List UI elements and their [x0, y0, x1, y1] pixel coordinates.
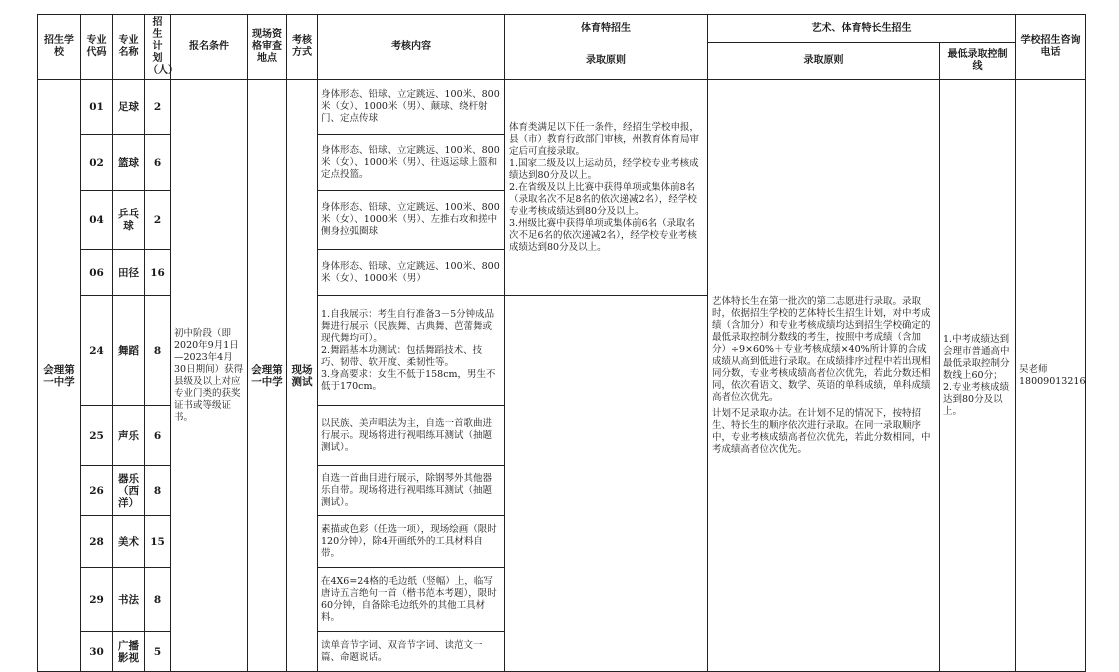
art-principle-text-1: 艺体特长生在第一批次的第二志愿进行录取。录取时，依据招生学校的艺体特长生招生计划，对中考成绩（含加分）和专业考核成绩均达到招生学校确定的最低录取控制分数线的考生，按照中考成绩（含加分）÷9×60%＋专业考核成绩×40%所计算的合成成绩从高到低进行录取。在成绩排序过程中若出现相同分数，专业考核成绩高者位次优先，若此分数还相同，依次看语文、数学、英语的单科成绩，单科成绩高者位次优先。 — [712, 295, 931, 403]
row-plan: 8 — [145, 466, 171, 516]
row-major: 乒乓球 — [113, 191, 145, 250]
row-major: 广播影视 — [113, 632, 145, 672]
header-exam-content: 考核内容 — [318, 15, 505, 80]
row-content: 身体形态、铅球、立定跳远、100米、800米（女）、1000米（男）、左推右攻和搓中侧身拉弧圈球 — [318, 191, 505, 250]
row-code: 30 — [81, 632, 113, 672]
header-sports-principle: 录取原则 — [505, 43, 708, 80]
row-content: 自选一首曲目进行展示，除钢琴外其他器乐自带。现场将进行视唱练耳测试（抽题测试）。 — [318, 466, 505, 516]
header-code: 专业代码 — [81, 15, 113, 80]
table-row — [38, 80, 1086, 135]
school-name-cell: 会理第一中学 — [38, 80, 81, 672]
min-line-cell — [940, 80, 1016, 672]
row-code: 02 — [81, 135, 113, 191]
header-major: 专业名称 — [113, 15, 145, 80]
row-plan: 2 — [145, 191, 171, 250]
header-condition: 报名条件 — [171, 15, 248, 80]
row-major: 篮球 — [113, 135, 145, 191]
row-major: 器乐（西洋） — [113, 466, 145, 516]
contact-cell: 吴老师18009013216 — [1016, 80, 1086, 672]
header-school: 招生学校 — [38, 15, 81, 80]
row-content: 读单音节字词、双音节字词、读范文一篇、命题说话。 — [318, 632, 505, 672]
admission-table-sheet — [37, 14, 1086, 664]
header-min-line: 最低录取控制线 — [940, 43, 1016, 80]
art-principle-text-2: 计划不足录取办法。在计划不足的情况下，按特招生、特长生的顺序依次进行录取。在同一录取顺序中，专业考核成绩高者位次优先，若此分数相同，中考成绩高者位次优先。 — [712, 407, 931, 455]
row-major: 足球 — [113, 80, 145, 135]
row-major: 舞蹈 — [113, 296, 145, 406]
row-content: 身体形态、铅球、立定跳远、100米、800米（女）、1000米（男） — [318, 250, 505, 296]
row-content: 身体形态、铅球、立定跳远、100米、800米（女）、1000米（男）、往返运球上篮和定点投篮。 — [318, 135, 505, 191]
row-content: 在4X6=24格的毛边纸（竖幅）上，临写唐诗五言绝句一首（楷书范本考题），限时60分钟，自备除毛边纸外的其他工具材料。 — [318, 568, 505, 632]
header-plan: 招生计划（人） — [145, 15, 171, 80]
row-code: 06 — [81, 250, 113, 296]
row-code: 29 — [81, 568, 113, 632]
min-line-text: 1.中考成绩达到会理市普通高中最低录取控制分数线上60分； 2.专业考核成绩达到80分及以上。 — [943, 333, 1010, 417]
row-code: 04 — [81, 191, 113, 250]
header-art-principle: 录取原则 — [708, 43, 940, 80]
header-exam-method: 考核方式 — [287, 15, 318, 80]
sports-principle-empty-cell — [505, 296, 708, 672]
row-code: 24 — [81, 296, 113, 406]
row-plan: 8 — [145, 568, 171, 632]
row-major: 美术 — [113, 516, 145, 568]
row-major: 声乐 — [113, 406, 145, 466]
row-plan: 5 — [145, 632, 171, 672]
row-major: 田径 — [113, 250, 145, 296]
row-content: 素描或色彩（任选一项），现场绘画（限时120分钟），除4开画纸外的工具材料自带。 — [318, 516, 505, 568]
admission-table — [37, 14, 1086, 672]
row-plan: 8 — [145, 296, 171, 406]
review-site-cell: 会理第一中学 — [248, 80, 287, 672]
header-art-group: 艺术、体育特长生招生 — [708, 15, 1016, 43]
row-plan: 15 — [145, 516, 171, 568]
row-code: 25 — [81, 406, 113, 466]
row-major: 书法 — [113, 568, 145, 632]
sports-principle-cell — [505, 80, 708, 296]
sports-principle-text: 体育类满足以下任一条件，经招生学校申报，县（市）教育行政部门审核，州教育体育局审定后可直接录取。 1.国家二级及以上运动员，经学校专业考核成绩达到80分及以上。 2.在省级及以上比赛中获得单项或集体前8名（录取名次不足8名的依次递减2名），经学校专业考核成绩达到80分及以上。 3.州级比赛中获得单项或集体前6名（录取名次不足6名的依次递减2名），经学校专业考核成绩达到80分及以上。 — [509, 121, 700, 253]
row-plan: 6 — [145, 135, 171, 191]
art-principle-cell — [708, 80, 940, 672]
row-code: 26 — [81, 466, 113, 516]
row-plan: 6 — [145, 406, 171, 466]
row-content: 以民族、美声唱法为主，自选一首歌曲进行展示。现场将进行视唱练耳测试（抽题测试）。 — [318, 406, 505, 466]
row-plan: 16 — [145, 250, 171, 296]
row-code: 01 — [81, 80, 113, 135]
row-content — [318, 296, 505, 406]
header-phone: 学校招生咨询电话 — [1016, 15, 1086, 80]
header-sports-group: 体育特招生 — [505, 15, 708, 43]
exam-method-cell: 现场测试 — [287, 80, 318, 672]
dance-content-text: 1.自我展示：考生自行准备3－5分钟成品舞进行展示（民族舞、古典舞、芭蕾舞或现代舞均可）。 2.舞蹈基本功测试：包括舞蹈技术、技巧、韧带、软开度、柔韧性等。 3.身高要求：女生不低于158cm，男生不低于170cm。 — [321, 308, 496, 392]
row-content: 身体形态、铅球、立定跳远、100米、800米（女）、1000米（男）、颠球、绕杆射门、定点传球 — [318, 80, 505, 135]
condition-cell: 初中阶段（即2020年9月1日—2023年4月30日期间）获得县级及以上对应专业门类的获奖证书或等级证书。 — [171, 80, 248, 672]
row-plan: 2 — [145, 80, 171, 135]
header-review-site: 现场资格审查地点 — [248, 15, 287, 80]
row-code: 28 — [81, 516, 113, 568]
